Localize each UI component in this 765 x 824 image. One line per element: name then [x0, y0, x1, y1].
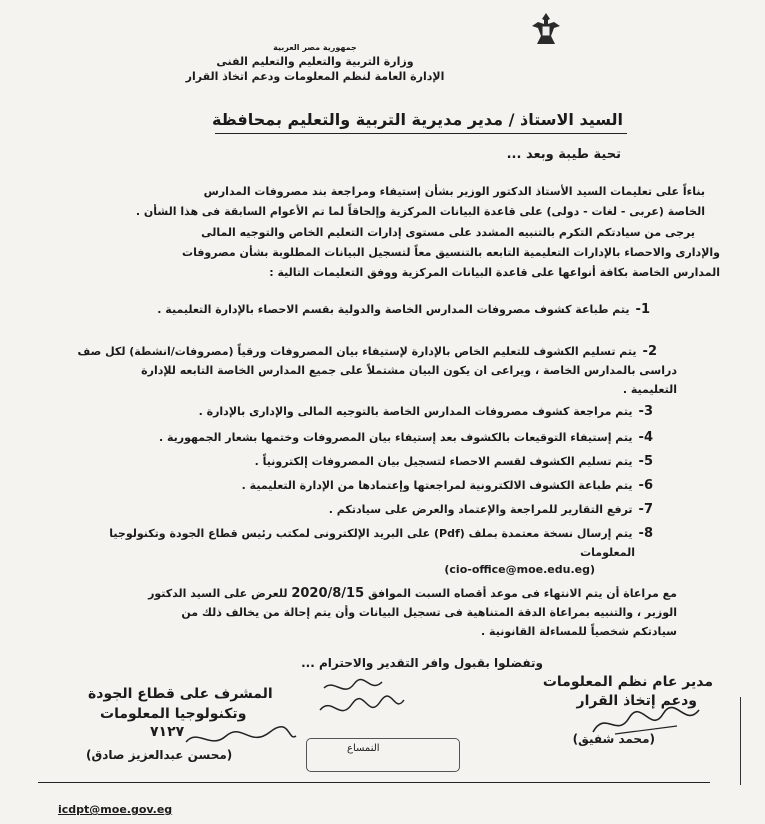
header-line-country: جمهورية مصر العربية	[273, 43, 357, 52]
list-item-continuation: دراسى بالمدارس الخاصة ، ويراعى ان يكون البيان مشتملاً على جميع المدارس الخاصة التابعه للإدارة	[141, 364, 677, 377]
received-stamp: النمساع	[306, 738, 460, 772]
header-line-ministry: وزارة التربية والتعليم والتعليم الفنى	[216, 55, 414, 68]
paragraph2-line: المدارس الخاصة بكافة أنواعها على قاعدة البيانات المركزية ووفق التعليمات التالية :	[269, 266, 720, 279]
list-item: 6-يتم طباعة الكشوف الالكترونية لمراجعتها وإعتمادها من الإدارة التعليمية .	[241, 478, 653, 493]
signatory-name: (محمد شفيق)	[572, 732, 655, 746]
list-item: 3-يتم مراجعة كشوف مصروفات المدارس الخاصة بالتوجيه المالى والإدارى بالإدارة .	[198, 404, 653, 419]
paragraph1-line: بناءاً على تعليمات السيد الأستاذ الدكتور الوزير بشأن إستيفاء ومراجعة بند مصروفات المدارس	[203, 185, 705, 198]
paragraph2-line: والإدارى والاحصاء بالإدارات التعليمية التابعه بالتنسيق معاً لتسجيل البيانات المطلوبة بشأن مصروفات	[182, 246, 720, 259]
signatory-name: (محسن عبدالعزيز صادق)	[86, 748, 233, 762]
list-item: 2-يتم تسليم الكشوف للتعليم الخاص بالإدارة لإستيفاء بيان المصروفات ورقياً (مصروفات/انشطة) لكل صف	[77, 344, 657, 359]
list-item: 7-ترفع التقارير للمراجعة والإعتماد والعرض على سيادتكم .	[328, 502, 653, 517]
email-reference: (cio-office@moe.edu.eg)	[444, 563, 595, 576]
signature-scribble-icon	[585, 704, 705, 742]
signatory-title: وتكنولوجيا المعلومات	[100, 706, 247, 722]
footer-divider	[38, 782, 710, 783]
deadline-line: سيادتكم شخصياً للمساءلة القانونية .	[481, 625, 677, 638]
addressee-underline	[215, 133, 627, 134]
header-line-department: الإدارة العامة لنظم المعلومات ودعم اتخاذ القرار	[185, 70, 445, 83]
footer-email: icdpt@moe.gov.eg	[58, 803, 173, 816]
signatory-title: مدير عام نظم المعلومات	[542, 674, 713, 690]
list-item: 4-يتم إستيفاء التوقيعات بالكشوف بعد إستيفاء بيان المصروفات وختمها بشعار الجمهورية .	[158, 430, 653, 445]
margin-line	[740, 697, 741, 785]
deadline-line: مع مراعاة أن يتم الانتهاء فى موعد أقصاه السبت الموافق 2020/8/15 للعرض على السيد الدكتور	[148, 586, 677, 601]
deadline-line: الوزير ، والتنبيه بمراعاة الدقة المتناهية فى تسجيل البيانات وأن يتم إحالة من يخالف ذلك من	[181, 606, 677, 619]
list-item-continuation: المعلومات	[580, 546, 635, 559]
list-item-continuation: التعليمية .	[622, 383, 677, 396]
deadline-date: 2020/8/15	[291, 586, 365, 601]
closing-line: وتفضلوا بقبول وافر التقدير والاحترام ...	[301, 656, 543, 670]
paragraph2-line: يرجى من سيادتكم التكرم بالتنبيه المشدد على مستوى إدارات التعليم الخاص والتوجيه المالى	[201, 226, 695, 239]
addressee: السيد الاستاذ / مدير مديرية التربية والتعليم بمحافظة	[211, 110, 623, 129]
list-item: 8-يتم إرسال نسخة معتمدة بملف (Pdf) على البريد الإلكترونى لمكتب رئيس قطاع الجودة وتكنولوجيا	[109, 526, 653, 541]
initials-scribble-icon	[310, 676, 410, 728]
list-item: 1-يتم طباعة كشوف مصروفات المدارس الخاصة والدولية بقسم الاحصاء بالإدارة التعليمية .	[157, 302, 650, 317]
handwritten-number: ٧١٢٧	[150, 724, 185, 740]
paragraph1-line: الخاصة (عربى - لغات - دولى) على قاعدة البيانات المركزية وإلحاقاً لما تم الأعوام السابقة فى هذا الشأن .	[135, 205, 705, 218]
eagle-emblem-icon	[527, 10, 565, 48]
signatory-title: ودعم إتخاذ القرار	[576, 693, 697, 709]
greeting: تحية طيبة وبعد ...	[506, 147, 621, 162]
signature-scribble-icon	[180, 724, 300, 754]
list-item: 5-يتم تسليم الكشوف لقسم الاحصاء لتسجيل بيان المصروفات إلكترونياً .	[254, 454, 653, 469]
signatory-title: المشرف على قطاع الجودة	[88, 686, 273, 702]
